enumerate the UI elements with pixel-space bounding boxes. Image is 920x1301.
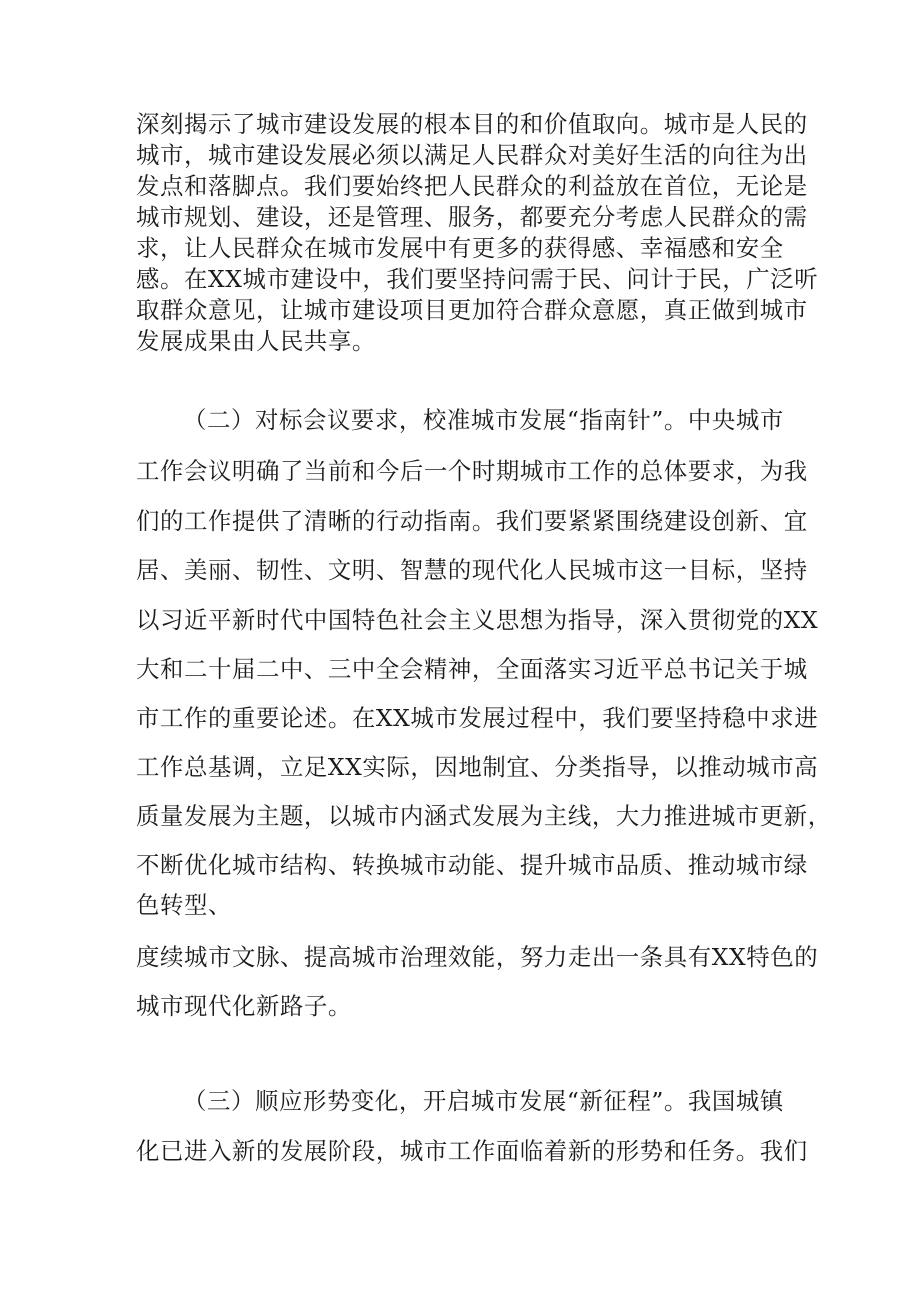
text-line: 取群众意见，让城市建设项目更加符合群众意愿，真正做到城市 xyxy=(136,296,808,324)
text-line: 深刻揭示了城市建设发展的根本目的和价值取向。城市是人民的 xyxy=(136,110,808,138)
text-line: 求，让人民群众在城市发展中有更多的获得感、幸福感和安全 xyxy=(136,234,784,262)
text-line: 工作总基调，立足XX实际，因地制宜、分类指导，以推动城市高 xyxy=(136,753,819,781)
text-line: 居、美丽、韧性、文明、智慧的现代化人民城市这一目标，坚持 xyxy=(136,556,808,584)
text-line: 发展成果由人民共享。 xyxy=(136,327,376,355)
text-line: 城市，城市建设发展必须以满足人民群众对美好生活的向往为出 xyxy=(136,141,808,169)
text-line: 市工作的重要论述。在XX城市发展过程中，我们要坚持稳中求进 xyxy=(136,704,819,732)
text-line: 感。在XX城市建设中，我们要坚持问需于民、问计于民，广泛听 xyxy=(136,265,819,293)
text-line: 城市规划、建设，还是管理、服务，都要充分考虑人民群众的需 xyxy=(136,203,808,231)
text-line: （二）对标会议要求，校准城市发展“指南针”。中央城市 xyxy=(183,406,784,434)
text-line: 质量发展为主题，以城市内涵式发展为主线，大力推进城市更新， xyxy=(136,802,832,830)
text-line: 工作会议明确了当前和今后一个时期城市工作的总体要求，为我 xyxy=(136,457,808,485)
text-line: 大和二十届二中、三中全会精神，全面落实习近平总书记关于城 xyxy=(136,655,808,683)
text-line: 度续城市文脉、提高城市治理效能，努力走出一条具有XX特色的 xyxy=(136,943,819,971)
text-line: 发点和落脚点。我们要始终把人民群众的利益放在首位，无论是 xyxy=(136,172,808,200)
text-line: 以习近平新时代中国特色社会主义思想为指导，深入贯彻党的XX xyxy=(136,606,819,634)
text-line: 城市现代化新路子。 xyxy=(136,992,352,1020)
text-line: 化已进入新的发展阶段，城市工作面临着新的形势和任务。我们 xyxy=(136,1137,808,1165)
text-line: 不断优化城市结构、转换城市动能、提升城市品质、推动城市绿 xyxy=(136,851,808,879)
text-line: （三）顺应形势变化，开启城市发展“新征程”。我国城镇 xyxy=(183,1087,784,1115)
text-line: 们的工作提供了清晰的行动指南。我们要紧紧围绕建设创新、宜 xyxy=(136,507,808,535)
text-line: 色转型、 xyxy=(136,891,232,919)
